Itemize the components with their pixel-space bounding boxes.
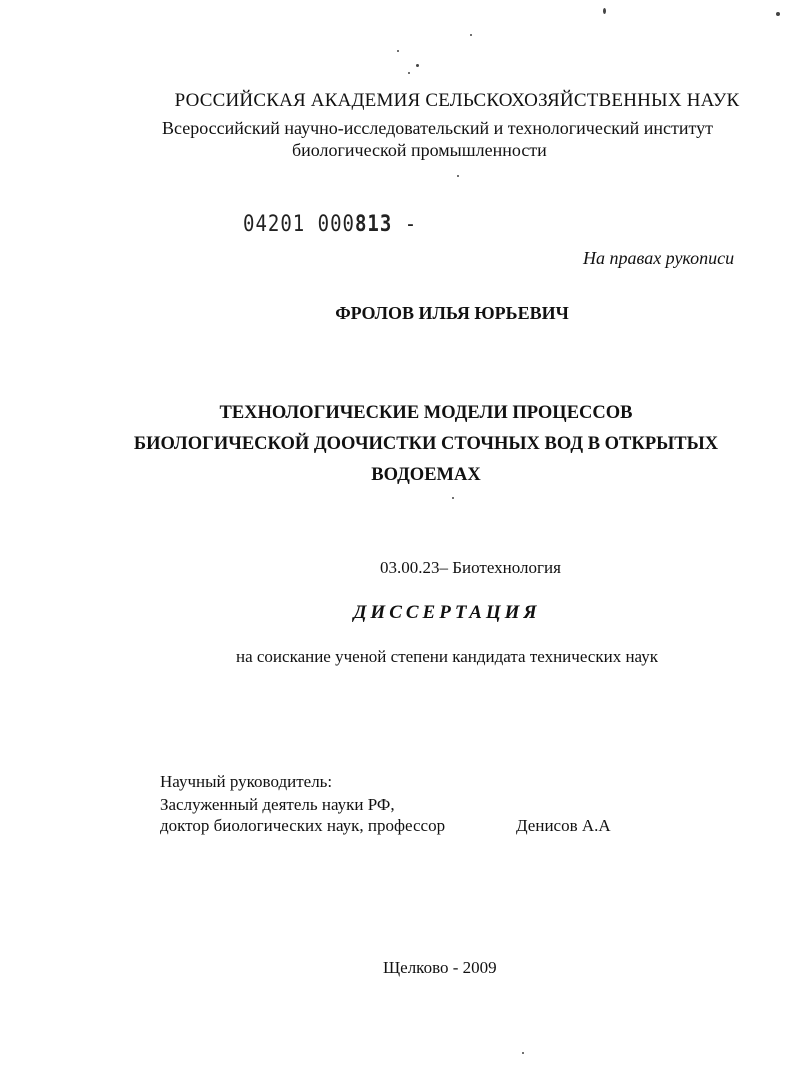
scan-speck xyxy=(416,64,419,67)
supervisor-degree: доктор биологических наук, профессор xyxy=(160,816,446,835)
institute-name-line1: Всероссийский научно-исследовательский и технологический институт xyxy=(162,118,714,138)
city-year: Щелково - 2009 xyxy=(383,958,497,977)
title-line3: ВОДОЕМАХ xyxy=(371,465,481,485)
catalog-code-part2: 000 xyxy=(317,211,355,237)
scan-speck xyxy=(776,12,780,16)
catalog-code-part3: 813 xyxy=(354,211,393,237)
scan-speck xyxy=(457,175,459,177)
rights-note: На правах рукописи xyxy=(583,248,735,268)
scan-speck xyxy=(408,72,410,74)
supervisor-honor: Заслуженный деятель науки РФ, xyxy=(160,795,395,814)
scan-speck xyxy=(470,34,472,36)
dissertation-title xyxy=(0,398,794,491)
scan-speck xyxy=(397,50,399,52)
catalog-code xyxy=(243,211,417,236)
institute-name-line2: биологической промышленности xyxy=(292,140,547,160)
scan-speck xyxy=(603,8,606,14)
scan-speck xyxy=(522,1052,524,1054)
title-line2: БИОЛОГИЧЕСКОЙ ДООЧИСТКИ СТОЧНЫХ ВОД В ОТКРЫТЫХ xyxy=(133,434,719,454)
title-line1: ТЕХНОЛОГИЧЕСКИЕ МОДЕЛИ ПРОЦЕССОВ xyxy=(219,403,633,423)
scan-speck xyxy=(452,497,454,499)
document-type: ДИССЕРТАЦИЯ xyxy=(353,602,541,623)
catalog-code-part1: 04201 xyxy=(243,211,306,237)
academy-name: РОССИЙСКАЯ АКАДЕМИЯ СЕЛЬСКОХОЗЯЙСТВЕННЫХ НАУК xyxy=(174,90,740,111)
supervisor-role: Научный руководитель: xyxy=(160,772,333,791)
author-name: ФРОЛОВ ИЛЬЯ ЮРЬЕВИЧ xyxy=(335,303,569,323)
degree-description: на соискание ученой степени кандидата технических наук xyxy=(235,647,658,666)
supervisor-name: Денисов А.А xyxy=(516,816,611,835)
specialty-code: 03.00.23– Биотехнология xyxy=(380,558,561,577)
catalog-code-suffix: - xyxy=(404,211,418,237)
